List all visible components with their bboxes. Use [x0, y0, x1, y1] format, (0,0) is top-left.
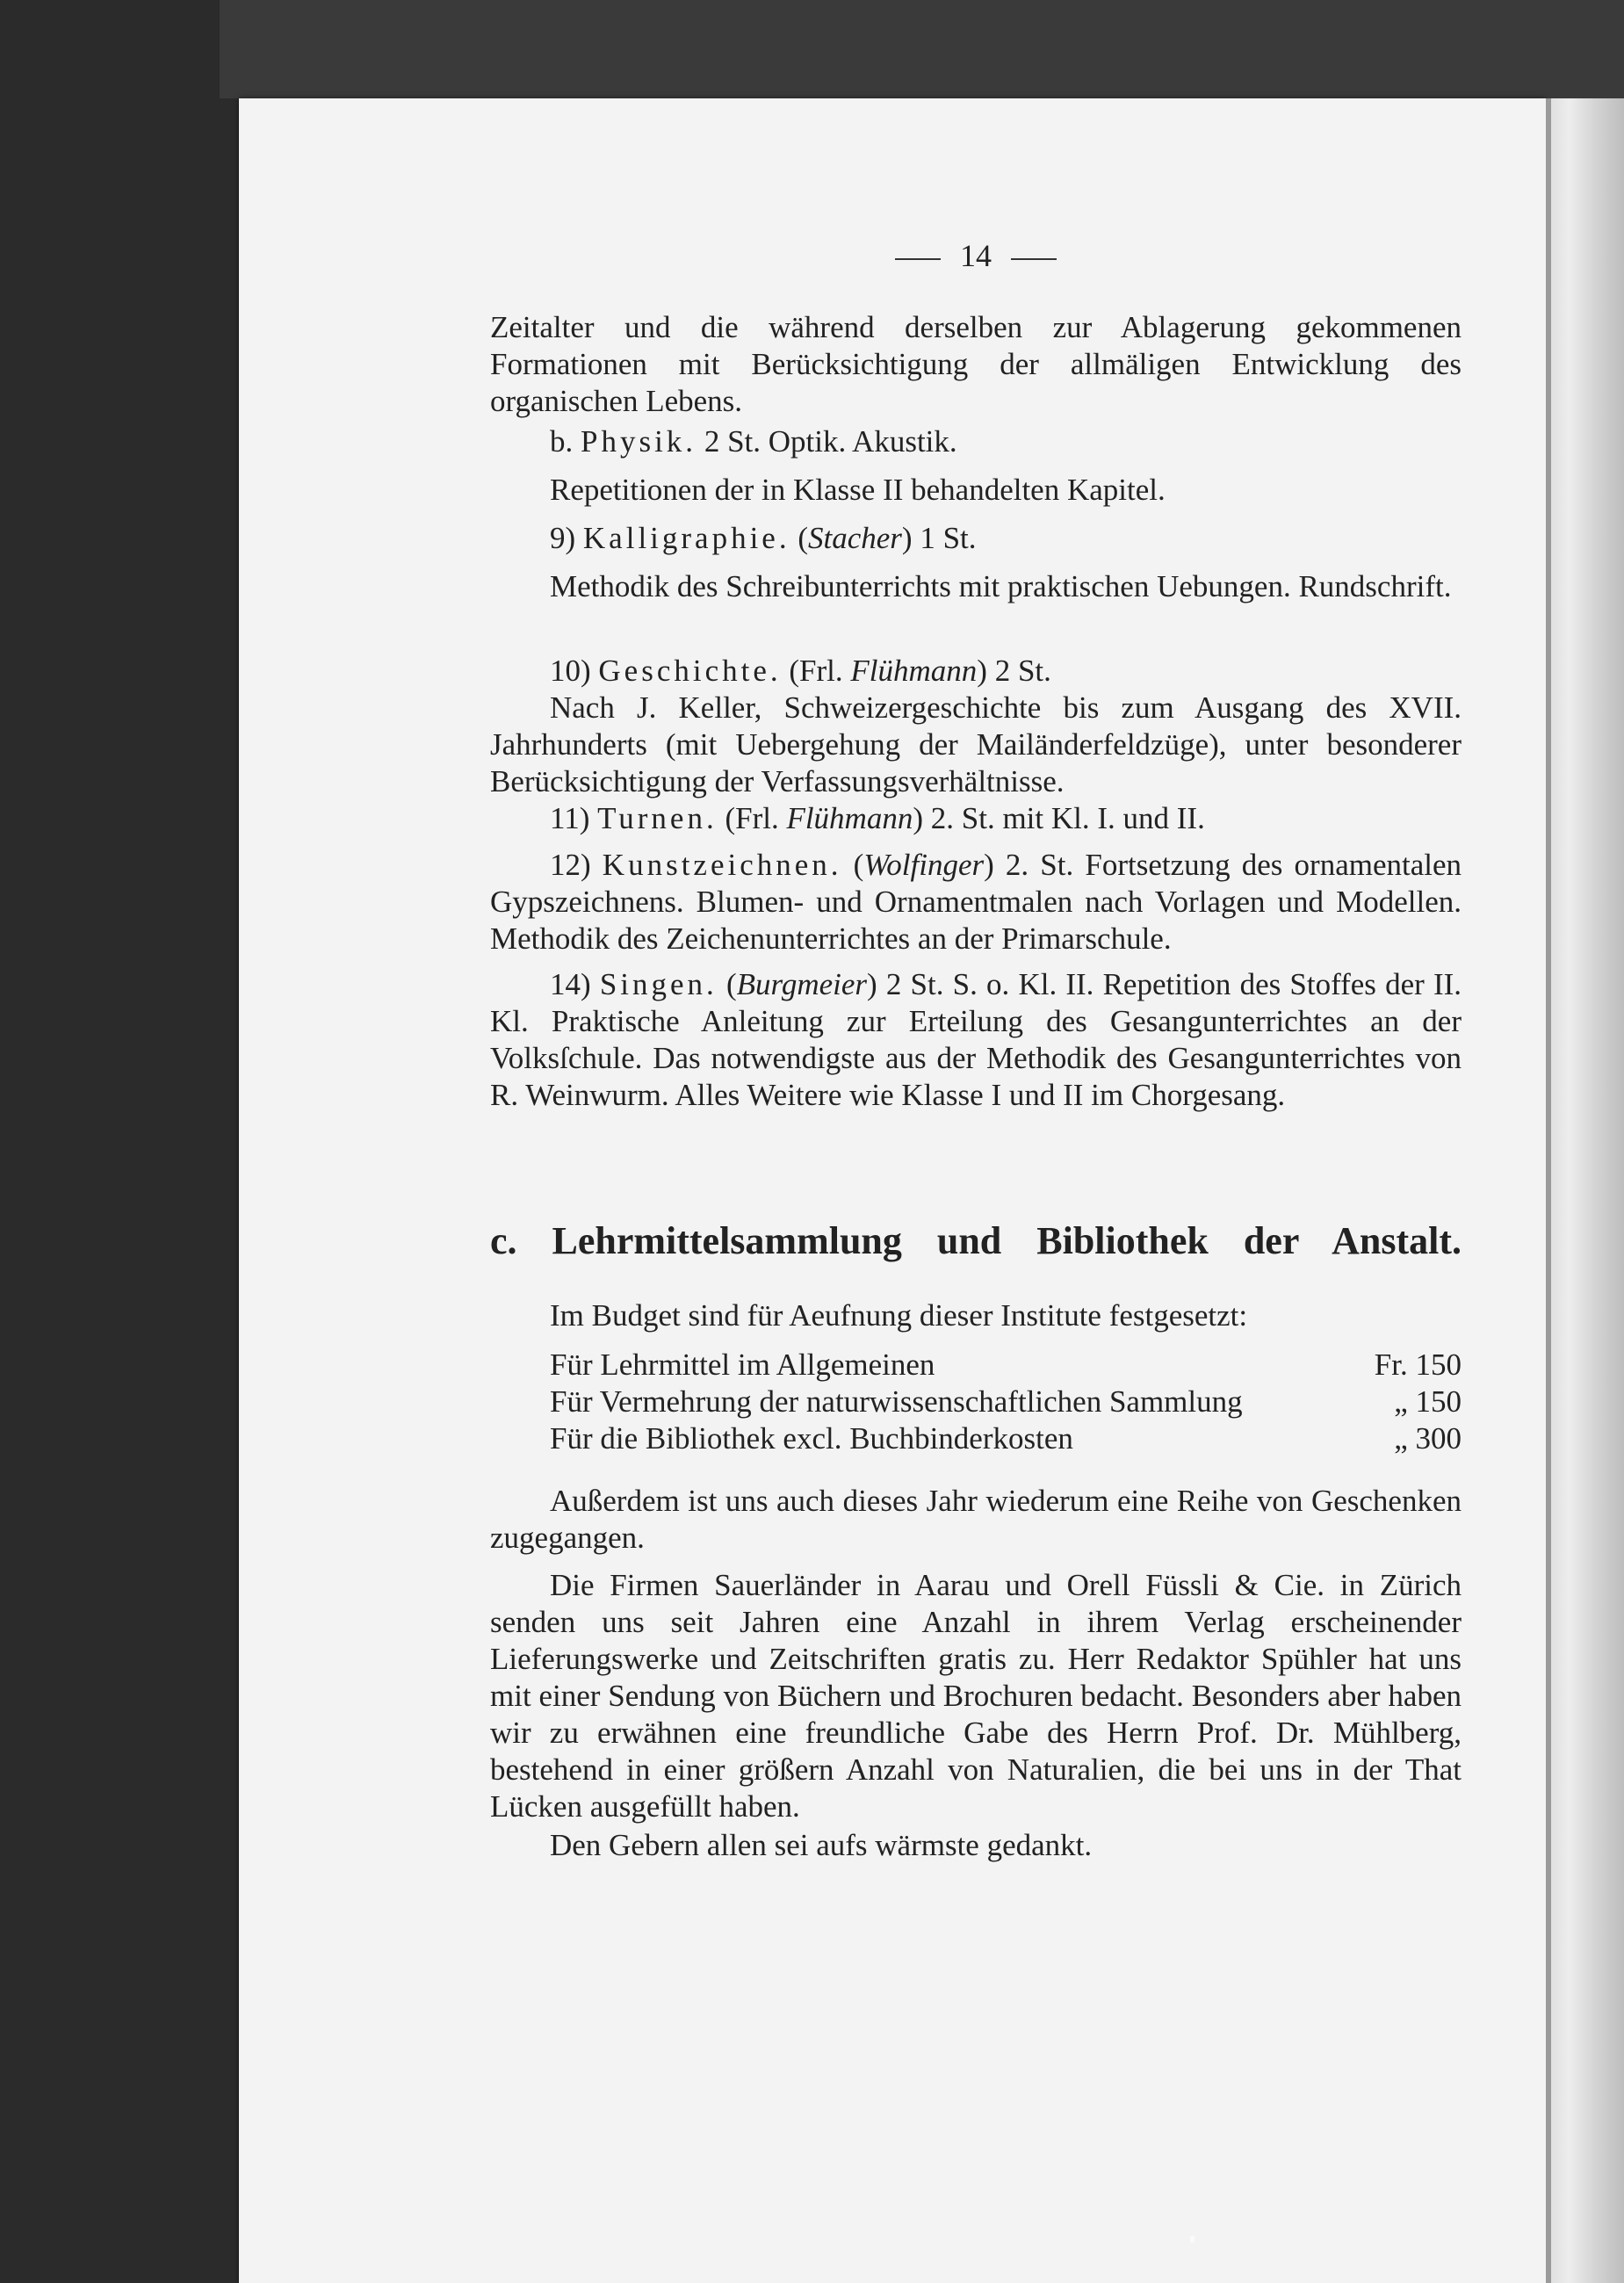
singen-rest: 2 St. S. o. Kl. II. Repetition des Stoffes der II. Kl. Praktische Anleitung zur Erteilung des Gesangunterrichtes an der Volksſchule. Das notwendigste aus der Methodik des Gesangunterrichtes von R. Weinwurm. Alles Weitere wie Klasse I und II im Chorgesang. — [490, 967, 1462, 1112]
paragraph-physik — [490, 423, 1462, 460]
scan-speck — [1190, 2236, 1195, 2243]
page-number — [490, 237, 1462, 274]
paragraph-kunstzeichnen: 12) Kunstzeichnen. (Wolfinger) 2. St. Fortsetzung des ornamentalen Gypszeichnens. Blumen- und Ornamentmalen nach Vorlagen und Modellen. Methodik des Zeichenunterrichtes an der Primarschule. — [490, 848, 1462, 956]
budget-value: Fr. 150 — [1374, 1347, 1462, 1382]
paragraph-dank: Den Gebern allen sei aufs wärmste gedankt. — [550, 1828, 1093, 1862]
physik-subject: Physik. — [581, 424, 697, 459]
kalligraphie-num: 9) — [550, 521, 576, 555]
budget-label: Für Lehrmittel im Allgemeinen — [550, 1347, 935, 1382]
kunstzeichnen-subject: Kunstzeichnen. — [602, 848, 842, 882]
singen-teacher: Burgmeier — [736, 967, 868, 1001]
paragraph-geschichte: 10) Geschichte. (Frl. Flühmann) 2 St. — [550, 654, 1051, 688]
dash-right — [1011, 258, 1057, 260]
kunstzeichnen-rest: 2. St. Fortsetzung des ornamentalen Gypszeichnens. Blumen- und Ornamentmalen nach Vorlagen und Modellen. Methodik des Zeichenunterrichtes an der Primarschule. — [490, 848, 1462, 956]
geschichte-rest: 2 St. — [994, 654, 1051, 688]
next-page-edge — [1546, 98, 1624, 2283]
paragraph-geschichte-text: Nach J. Keller, Schweizergeschichte bis zum Ausgang des XVII. Jahrhunderts (mit Uebergehung der Mailänderfeldzüge), unter besonderer Berücksichtigung der Verfassungsverhältnisse. — [490, 690, 1462, 798]
paragraph-kalligraphie: 9) Kalligraphie. (Stacher) 1 St. — [550, 521, 977, 555]
budget-value: „ 300 — [1394, 1421, 1462, 1456]
paragraph-repetitionen: Repetitionen der in Klasse II behandelten Kapitel. — [550, 473, 1166, 507]
turnen-teacher-prefix: (Frl. — [725, 801, 779, 835]
geschichte-num: 10) — [550, 654, 591, 688]
kalligraphie-teacher: Stacher — [808, 521, 902, 555]
scanner-bed-top — [220, 0, 1624, 98]
turnen-subject: Turnen. — [597, 801, 718, 835]
singen-subject: Singen. — [599, 967, 718, 1001]
turnen-num: 11) — [550, 801, 590, 835]
budget-label: Für die Bibliothek excl. Buchbinderkosten — [550, 1421, 1073, 1456]
paragraph-turnen: 11) Turnen. (Frl. Flühmann) 2. St. mit Kl. I. und II. — [550, 801, 1205, 835]
kunstzeichnen-teacher: Wolfinger — [863, 848, 985, 882]
geschichte-teacher-prefix: (Frl. — [789, 654, 843, 688]
physik-rest: 2 St. Optik. Akustik. — [704, 424, 957, 459]
budget-value: „ 150 — [1394, 1384, 1462, 1419]
section-heading: c. Lehrmittelsammlung und Bibliothek der Anstalt. — [490, 1219, 1462, 1262]
geschichte-subject: Geschichte. — [598, 654, 782, 688]
page-gutter-shadow — [1546, 98, 1551, 2283]
paragraph-kalligraphie-text: Methodik des Schreibunterrichts mit praktischen Uebungen. Rundschrift. — [550, 569, 1452, 603]
budget-intro: Im Budget sind für Aeufnung dieser Institute festgesetzt: — [550, 1298, 1248, 1333]
dash-left — [895, 258, 941, 260]
singen-num: 14) — [550, 967, 591, 1001]
paragraph-zeitalter: Zeitalter und die während derselben zur Ablagerung gekommenen Formationen mit Berücksichtigung der allmäligen Entwicklung des organischen Lebens. — [490, 310, 1462, 418]
turnen-rest: 2. St. mit Kl. I. und II. — [930, 801, 1205, 835]
paragraph-firmen: Die Firmen Sauerländer in Aarau und Orell Füssli & Cie. in Zürich senden uns seit Jahren eine Anzahl in ihrem Verlag erscheinender Lieferungswerke und Zeitschriften gratis zu. Herr Redaktor Spühler hat uns mit einer Sendung von Büchern und Brochuren bedacht. Besonders aber haben wir zu erwähnen eine freundliche Gabe des Herrn Prof. Dr. Mühlberg, bestehend in einer größern Anzahl von Naturalien, die bei uns in der That Lücken ausgefüllt haben. — [490, 1568, 1462, 1824]
physik-prefix: b. — [550, 424, 574, 459]
kunstzeichnen-num: 12) — [550, 848, 591, 882]
geschichte-teacher: Flühmann — [850, 654, 978, 688]
paragraph-singen: 14) Singen. (Burgmeier) 2 St. S. o. Kl. II. Repetition des Stoffes der II. Kl. Praktische Anleitung zur Erteilung des Gesangunterrichtes an der Volksſchule. Das notwendigste aus der Methodik des Gesangunterrichtes von R. Weinwurm. Alles Weitere wie Klasse I und II im Chorgesang. — [490, 967, 1462, 1112]
paragraph-ausserdem: Außerdem ist uns auch dieses Jahr wiederum eine Reihe von Geschenken zugegangen. — [490, 1484, 1462, 1555]
kalligraphie-rest: 1 St. — [920, 521, 977, 555]
turnen-teacher: Flühmann — [786, 801, 913, 835]
budget-label: Für Vermehrung der naturwissenschaftlichen Sammlung — [550, 1384, 1243, 1419]
page-number-value: 14 — [960, 238, 992, 273]
kalligraphie-subject: Kalligraphie. — [582, 521, 790, 555]
